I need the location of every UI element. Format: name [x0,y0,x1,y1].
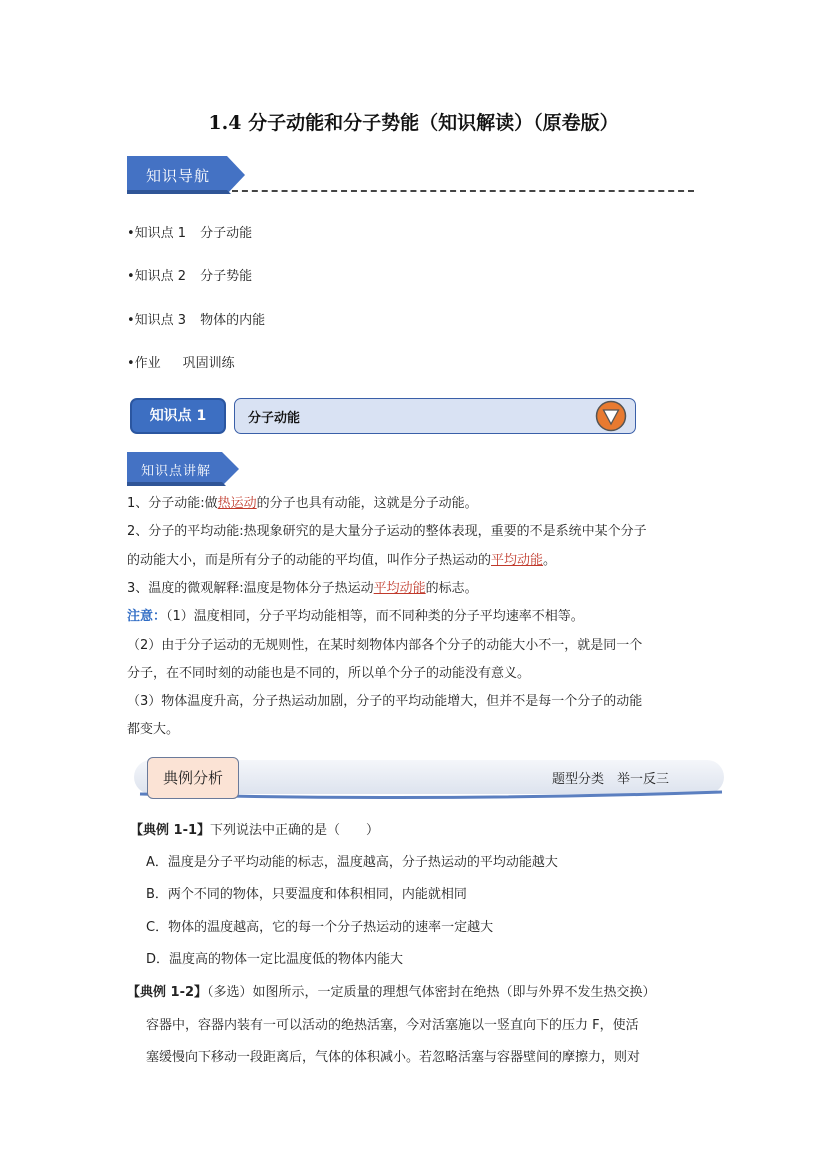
highlight-term: 热运动 [217,496,257,511]
question-1-option-d[interactable]: D．温度高的物体一定比温度低的物体内能大 [146,952,404,967]
examples-badge: 典例分析 [147,757,239,799]
note-line-4: （3）物体温度升高，分子热运动加剧，分子的平均动能增大，但并不是每一个分子的动能 [127,694,643,709]
toc-item-text: 分子动能 [200,226,253,241]
question-2-head: 【典例 1-2】 [127,985,208,1000]
note-line-2: （2）由于分子运动的无规则性，在某时刻物体内部各个分子的动能大小不一，就是同一个 [127,638,643,653]
note-line-3: 分子，在不同时刻的动能也是不同的，所以单个分子的动能没有意义。 [127,666,531,681]
toc-item-text: 分子势能 [200,269,253,284]
highlight-term: 平均动能 [373,581,426,596]
content-para-2-line2: 的动能大小，而是所有分子的动能的平均值，叫作分子热运动的平均动能。 [127,553,557,568]
examples-subtitle: 题型分类 举一反三 [552,772,670,787]
content-para-2-line1: 2、分子的平均动能:热现象研究的是大量分子运动的整体表现，重要的不是系统中某个分子 [127,524,647,539]
note-line-5: 都变大。 [127,722,180,737]
toc-item-text: 物体的内能 [200,313,266,328]
dropdown-arrow-icon[interactable] [595,400,627,432]
content-para-1: 1、分子动能:做热运动的分子也具有动能，这就是分子动能。 [127,496,478,511]
nav-banner-label: 知识导航 [146,167,211,185]
question-1-option-c[interactable]: C．物体的温度越高，它的每一个分子热运动的速率一定越大 [146,920,494,935]
content-para-3: 3、温度的微观解释:温度是物体分子热运动平均动能的标志。 [127,581,478,596]
page-title: 1.4 分子动能和分子势能（知识解读）（原卷版） [208,112,619,134]
knowledge-point-badge: 知识点 1 [130,398,226,434]
toc-item-label: •知识点 2 [127,269,187,284]
explain-banner-label: 知识点讲解 [141,464,212,479]
question-1-stem: 【典例 1-1】下列说法中正确的是（ ） [130,823,380,838]
toc-item-text: 巩固训练 [182,356,235,371]
question-2-line3: 塞缓慢向下移动一段距离后，气体的体积减小。若忽略活塞与容器壁间的摩擦力，则对 [146,1050,641,1065]
toc-item-3[interactable] [127,309,265,328]
question-2-line2: 容器中，容器内装有一可以活动的绝热活塞，今对活塞施以一竖直向下的压力 F，使活 [146,1018,639,1033]
toc-item-label: •作业 [127,356,161,371]
question-1-head: 【典例 1-1】 [130,823,211,838]
note-label: 注意： [127,609,167,624]
toc-item-4[interactable] [127,352,235,371]
highlight-term: 平均动能 [491,553,544,568]
toc-item-1[interactable] [127,222,252,241]
section-divider [232,190,694,192]
toc-item-2[interactable] [127,265,252,284]
toc-item-label: •知识点 1 [127,226,187,241]
toc-item-label: •知识点 3 [127,313,187,328]
question-1-option-a[interactable]: A．温度是分子平均动能的标志，温度越高，分子热运动的平均动能越大 [146,855,558,870]
question-2-line1: 【典例 1-2】（多选）如图所示，一定质量的理想气体密封在绝热（即与外界不发生热交换） [127,985,656,1000]
question-1-option-b[interactable]: B．两个不同的物体，只要温度和体积相同，内能就相同 [146,887,467,902]
note-line-1: 注意：（1）温度相同，分子平均动能相等，而不同种类的分子平均速率不相等。 [127,609,584,624]
knowledge-point-title: 分子动能 [248,411,301,426]
